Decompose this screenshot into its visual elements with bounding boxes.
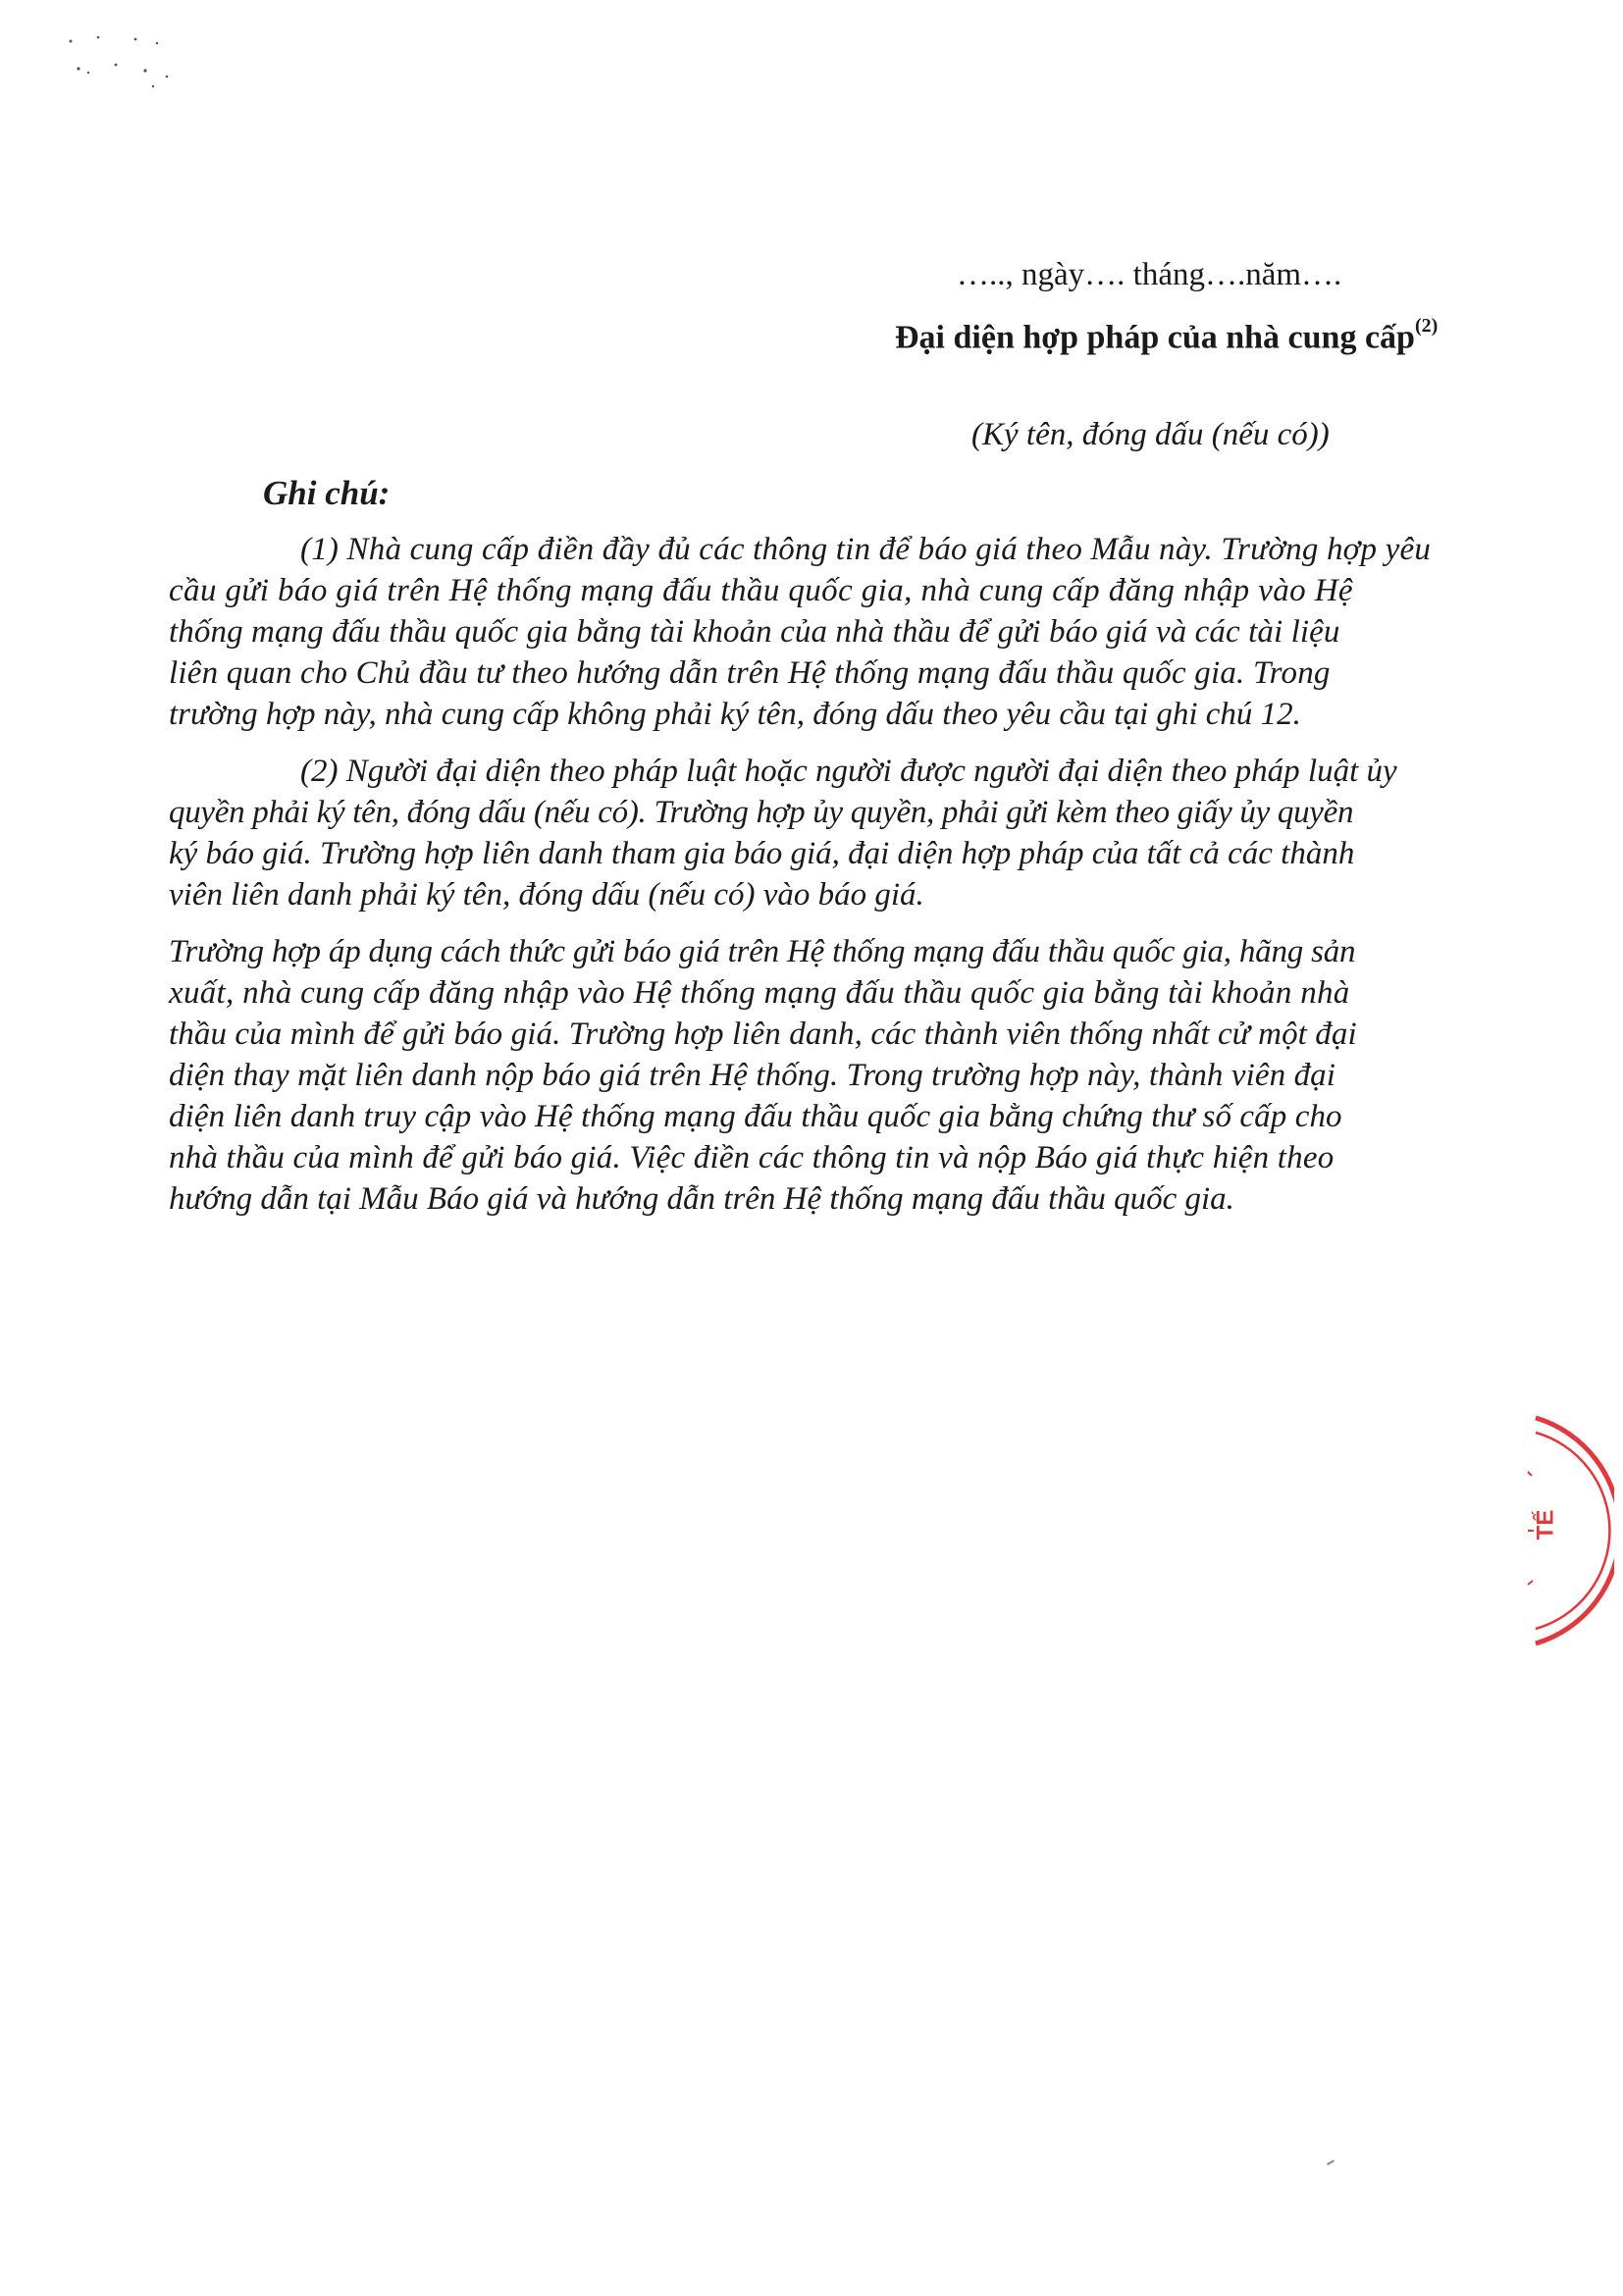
sign-instruction: (Ký tên, đóng dấu (nếu có)) [971, 417, 1330, 452]
note2-line: ký báo giá. Trường hợp liên danh tham gia báo giá, đại diện hợp pháp của tất cả các thành [169, 836, 1355, 871]
notes-heading: Ghi chú: [263, 474, 391, 512]
scan-mark [1327, 2160, 1335, 2166]
scan-specks [59, 29, 186, 98]
note1-line: trường hợp này, nhà cung cấp không phải ký tên, đóng dấu theo yêu cầu tại ghi chú 12. [169, 697, 1301, 732]
note2-line: (2) Người đại diện theo pháp luật hoặc người được người đại diện theo pháp luật ủy [300, 754, 1397, 789]
note3-line: nhà thầu của mình để gửi báo giá. Việc điền các thông tin và nộp Báo giá thực hiện theo [169, 1140, 1335, 1175]
signer-title-text: Đại diện hợp pháp của nhà cung cấp [895, 319, 1415, 356]
note3-line: thầu của mình để gửi báo giá. Trường hợp liên danh, các thành viên thống nhất cử một đại [169, 1017, 1357, 1052]
note1-line: (1) Nhà cung cấp điền đầy đủ các thông tin để báo giá theo Mẫu này. Trường hợp yêu [300, 532, 1432, 567]
red-stamp-icon [1506, 1413, 1614, 1648]
note3-line: xuất, nhà cung cấp đăng nhập vào Hệ thống mạng đấu thầu quốc gia bằng tài khoản nhà [169, 975, 1350, 1011]
date-line: ….., ngày…. tháng….năm…. [957, 257, 1342, 292]
note3-line: diện thay mặt liên danh nộp báo giá trên Hệ thống. Trong trường hợp này, thành viên đại [169, 1058, 1336, 1093]
stamp-text: TẾ [1532, 1509, 1559, 1540]
note2-line: viên liên danh phải ký tên, đóng dấu (nếu có) vào báo giá. [169, 877, 924, 913]
note2-line: quyền phải ký tên, đóng dấu (nếu có). Trường hợp ủy quyền, phải gửi kèm theo giấy ủy quyền [169, 795, 1354, 830]
note3-line: hướng dẫn tại Mẫu Báo giá và hướng dẫn trên Hệ thống mạng đấu thầu quốc gia. [169, 1181, 1234, 1217]
note3-line: Trường hợp áp dụng cách thức gửi báo giá trên Hệ thống mạng đấu thầu quốc gia, hãng sản [169, 934, 1356, 969]
note1-line: cầu gửi báo giá trên Hệ thống mạng đấu thầu quốc gia, nhà cung cấp đăng nhập vào Hệ [169, 573, 1353, 608]
note1-line: liên quan cho Chủ đầu tư theo hướng dẫn trên Hệ thống mạng đấu thầu quốc gia. Trong [169, 655, 1331, 691]
signer-footnote-marker: (2) [1414, 315, 1439, 337]
note1-line: thống mạng đấu thầu quốc gia bằng tài khoản của nhà thầu để gửi báo giá và các tài liệu [169, 614, 1340, 650]
signer-title [895, 315, 1439, 356]
note3-line: diện liên danh truy cập vào Hệ thống mạng đấu thầu quốc gia bằng chứng thư số cấp cho [169, 1099, 1342, 1134]
